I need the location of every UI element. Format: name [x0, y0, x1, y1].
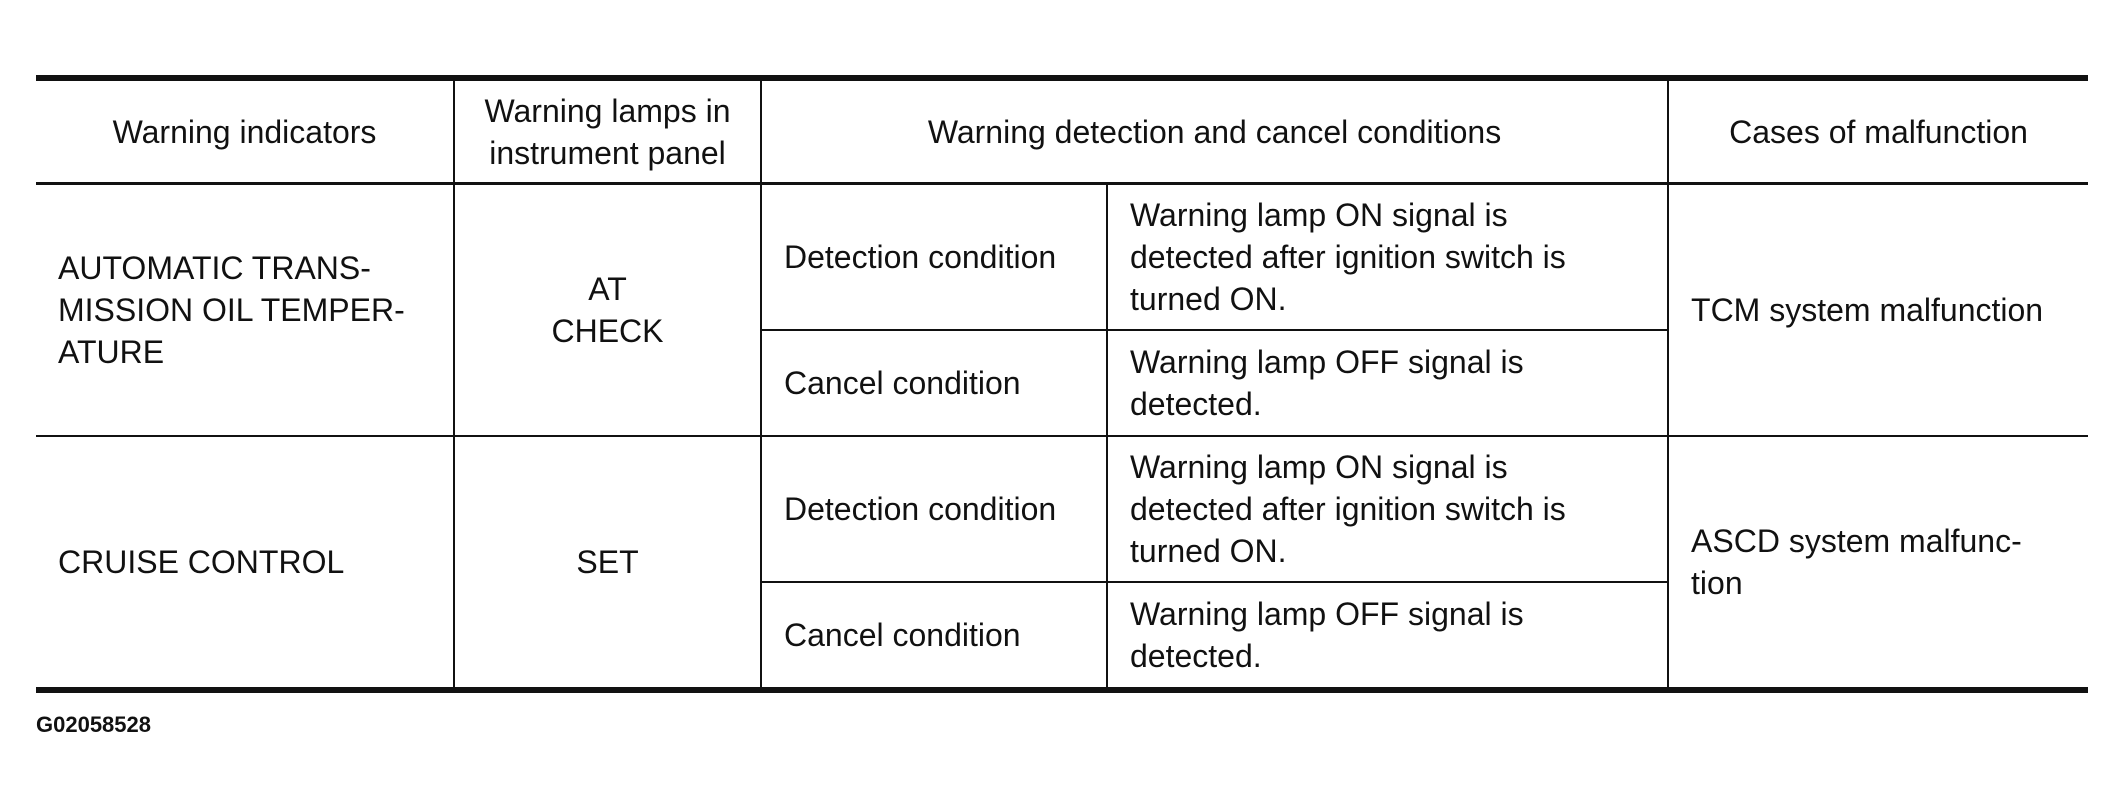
cancel-condition-label: Cancel condition [761, 582, 1107, 690]
header-warning-lamps: Warning lamps in instrument panel [454, 78, 761, 184]
detection-condition-text: Warning lamp ON signal is detected after ignition switch is turned ON. [1107, 184, 1668, 331]
figure-id-label: G02058528 [36, 712, 151, 737]
warning-lamp-cell: SET [454, 436, 761, 690]
header-cases-of-malfunction: Cases of malfunction [1668, 78, 2088, 184]
warning-indicator-cell: AUTOMATIC TRANS- MISSION OIL TEMPER- ATURE [36, 184, 454, 437]
cancel-condition-label: Cancel condition [761, 330, 1107, 436]
header-detection-cancel-conditions: Warning detection and cancel conditions [761, 78, 1668, 184]
malfunction-cell: ASCD system malfunc- tion [1668, 436, 2088, 690]
cancel-condition-text: Warning lamp OFF signal is detected. [1107, 582, 1668, 690]
header-warning-indicators: Warning indicators [36, 78, 454, 184]
table-row [36, 184, 2088, 331]
warning-lamp-cell: AT CHECK [454, 184, 761, 437]
table-row [36, 436, 2088, 582]
detection-condition-label: Detection condition [761, 184, 1107, 331]
table-header-row [36, 78, 2088, 184]
cancel-condition-text: Warning lamp OFF signal is detected. [1107, 330, 1668, 436]
detection-condition-label: Detection condition [761, 436, 1107, 582]
warning-conditions-table [36, 75, 2088, 693]
malfunction-cell: TCM system malfunction [1668, 184, 2088, 437]
detection-condition-text: Warning lamp ON signal is detected after ignition switch is turned ON. [1107, 436, 1668, 582]
warning-indicator-cell: CRUISE CONTROL [36, 436, 454, 690]
